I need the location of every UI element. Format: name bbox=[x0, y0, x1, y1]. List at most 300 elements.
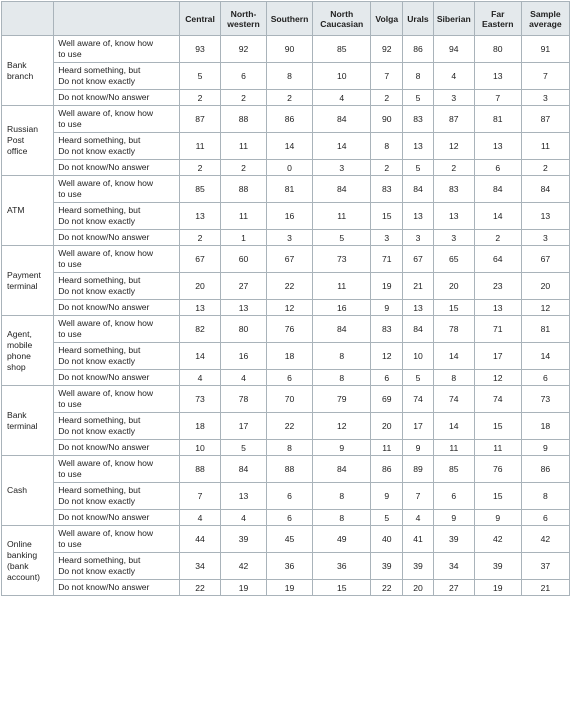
value-cell: 2 bbox=[180, 90, 221, 106]
value-cell: 67 bbox=[267, 246, 313, 273]
value-cell: 2 bbox=[371, 90, 403, 106]
text-line: Do not know/No answer bbox=[58, 92, 150, 102]
value-cell: 73 bbox=[180, 386, 221, 413]
value-cell: 2 bbox=[180, 160, 221, 176]
channel-label bbox=[2, 106, 54, 176]
response-label bbox=[54, 230, 180, 246]
value-cell: 81 bbox=[474, 106, 521, 133]
text-line: Do not know exactly bbox=[58, 496, 136, 506]
value-cell: 5 bbox=[403, 160, 434, 176]
value-cell: 92 bbox=[220, 36, 266, 63]
value-cell: 14 bbox=[180, 343, 221, 370]
value-cell: 22 bbox=[267, 273, 313, 300]
value-cell: 10 bbox=[403, 343, 434, 370]
value-cell: 71 bbox=[371, 246, 403, 273]
awareness-table bbox=[1, 1, 570, 596]
header-corner-response bbox=[54, 2, 180, 36]
value-cell: 23 bbox=[474, 273, 521, 300]
table-row bbox=[2, 316, 570, 343]
value-cell: 84 bbox=[474, 176, 521, 203]
response-label bbox=[54, 36, 180, 63]
value-cell: 9 bbox=[313, 440, 371, 456]
response-label bbox=[54, 90, 180, 106]
response-label bbox=[54, 273, 180, 300]
text-line: Well aware of, know how bbox=[58, 38, 154, 48]
value-cell: 27 bbox=[433, 580, 474, 596]
text-line: Urals bbox=[407, 13, 429, 24]
value-cell: 14 bbox=[433, 413, 474, 440]
value-cell: 88 bbox=[220, 106, 266, 133]
value-cell: 14 bbox=[267, 133, 313, 160]
value-cell: 10 bbox=[313, 63, 371, 90]
value-cell: 20 bbox=[180, 273, 221, 300]
table-row bbox=[2, 203, 570, 230]
value-cell: 6 bbox=[267, 510, 313, 526]
value-cell: 9 bbox=[433, 510, 474, 526]
value-cell: 83 bbox=[403, 106, 434, 133]
value-cell: 14 bbox=[474, 203, 521, 230]
value-cell: 3 bbox=[403, 230, 434, 246]
table-row bbox=[2, 300, 570, 316]
text-line: Payment bbox=[7, 269, 41, 280]
value-cell: 9 bbox=[403, 440, 434, 456]
value-cell: 8 bbox=[313, 370, 371, 386]
text-line: Do not know exactly bbox=[58, 566, 136, 576]
value-cell: 84 bbox=[313, 106, 371, 133]
value-cell: 22 bbox=[267, 413, 313, 440]
text-line: western bbox=[227, 18, 260, 29]
value-cell: 6 bbox=[267, 370, 313, 386]
response-label bbox=[54, 456, 180, 483]
value-cell: 2 bbox=[180, 230, 221, 246]
value-cell: 0 bbox=[267, 160, 313, 176]
value-cell: 19 bbox=[220, 580, 266, 596]
value-cell: 21 bbox=[521, 580, 569, 596]
response-label bbox=[54, 413, 180, 440]
table-row bbox=[2, 106, 570, 133]
table-row bbox=[2, 553, 570, 580]
value-cell: 13 bbox=[180, 300, 221, 316]
value-cell: 5 bbox=[220, 440, 266, 456]
text-line: Heard something, but bbox=[58, 275, 141, 285]
value-cell: 88 bbox=[267, 456, 313, 483]
value-cell: 18 bbox=[521, 413, 569, 440]
value-cell: 11 bbox=[474, 440, 521, 456]
value-cell: 44 bbox=[180, 526, 221, 553]
text-line: Do not know exactly bbox=[58, 146, 136, 156]
channel-label bbox=[2, 36, 54, 106]
value-cell: 15 bbox=[371, 203, 403, 230]
text-line: Heard something, but bbox=[58, 485, 141, 495]
value-cell: 22 bbox=[180, 580, 221, 596]
text-line: Do not know/No answer bbox=[58, 582, 150, 592]
value-cell: 12 bbox=[371, 343, 403, 370]
table-row bbox=[2, 483, 570, 510]
value-cell: 19 bbox=[267, 580, 313, 596]
text-line: to use bbox=[58, 399, 82, 409]
text-line: Well aware of, know how bbox=[58, 178, 154, 188]
response-label bbox=[54, 316, 180, 343]
text-line: Do not know/No answer bbox=[58, 232, 150, 242]
value-cell: 15 bbox=[313, 580, 371, 596]
text-line: Caucasian bbox=[320, 18, 364, 29]
value-cell: 42 bbox=[474, 526, 521, 553]
text-line: Do not know exactly bbox=[58, 426, 136, 436]
text-line: North bbox=[330, 8, 354, 19]
value-cell: 19 bbox=[371, 273, 403, 300]
text-line: Russian bbox=[7, 124, 39, 134]
response-label bbox=[54, 580, 180, 596]
text-line: shop bbox=[7, 361, 26, 372]
text-line: Well aware of, know how bbox=[58, 458, 154, 468]
value-cell: 2 bbox=[371, 160, 403, 176]
response-label bbox=[54, 133, 180, 160]
value-cell: 81 bbox=[267, 176, 313, 203]
text-line: Bank bbox=[7, 409, 27, 420]
table-body bbox=[2, 36, 570, 596]
value-cell: 8 bbox=[313, 343, 371, 370]
column-header bbox=[403, 2, 434, 36]
value-cell: 90 bbox=[371, 106, 403, 133]
value-cell: 27 bbox=[220, 273, 266, 300]
value-cell: 49 bbox=[313, 526, 371, 553]
text-line: Do not know/No answer bbox=[58, 442, 150, 452]
column-header bbox=[180, 2, 221, 36]
value-cell: 7 bbox=[403, 483, 434, 510]
value-cell: 12 bbox=[433, 133, 474, 160]
text-line: Heard something, but bbox=[58, 345, 141, 355]
value-cell: 91 bbox=[521, 36, 569, 63]
text-line: Do not know/No answer bbox=[58, 512, 150, 522]
response-label bbox=[54, 553, 180, 580]
value-cell: 13 bbox=[403, 133, 434, 160]
value-cell: 4 bbox=[433, 63, 474, 90]
value-cell: 2 bbox=[521, 160, 569, 176]
table-row bbox=[2, 36, 570, 63]
value-cell: 36 bbox=[267, 553, 313, 580]
value-cell: 94 bbox=[433, 36, 474, 63]
value-cell: 15 bbox=[474, 483, 521, 510]
value-cell: 8 bbox=[371, 133, 403, 160]
table-row bbox=[2, 580, 570, 596]
table-row bbox=[2, 456, 570, 483]
text-line: Well aware of, know how bbox=[58, 318, 154, 328]
value-cell: 12 bbox=[313, 413, 371, 440]
value-cell: 17 bbox=[474, 343, 521, 370]
text-line: Do not know exactly bbox=[58, 216, 136, 226]
value-cell: 39 bbox=[220, 526, 266, 553]
value-cell: 5 bbox=[403, 90, 434, 106]
table-row bbox=[2, 90, 570, 106]
text-line: Cash bbox=[7, 485, 28, 495]
table-row bbox=[2, 510, 570, 526]
channel-label bbox=[2, 386, 54, 456]
value-cell: 85 bbox=[313, 36, 371, 63]
value-cell: 64 bbox=[474, 246, 521, 273]
table-row bbox=[2, 526, 570, 553]
column-header bbox=[313, 2, 371, 36]
value-cell: 13 bbox=[403, 300, 434, 316]
value-cell: 3 bbox=[521, 230, 569, 246]
value-cell: 76 bbox=[267, 316, 313, 343]
response-label bbox=[54, 246, 180, 273]
column-header bbox=[371, 2, 403, 36]
value-cell: 82 bbox=[180, 316, 221, 343]
value-cell: 67 bbox=[403, 246, 434, 273]
value-cell: 4 bbox=[313, 90, 371, 106]
value-cell: 12 bbox=[267, 300, 313, 316]
value-cell: 12 bbox=[521, 300, 569, 316]
value-cell: 17 bbox=[403, 413, 434, 440]
value-cell: 2 bbox=[433, 160, 474, 176]
value-cell: 70 bbox=[267, 386, 313, 413]
value-cell: 7 bbox=[180, 483, 221, 510]
text-line: Far bbox=[491, 8, 505, 19]
text-line: to use bbox=[58, 119, 82, 129]
value-cell: 39 bbox=[371, 553, 403, 580]
response-label bbox=[54, 440, 180, 456]
value-cell: 84 bbox=[313, 456, 371, 483]
value-cell: 4 bbox=[403, 510, 434, 526]
value-cell: 4 bbox=[220, 510, 266, 526]
table-row bbox=[2, 230, 570, 246]
value-cell: 42 bbox=[521, 526, 569, 553]
value-cell: 2 bbox=[220, 160, 266, 176]
table-row bbox=[2, 176, 570, 203]
channel-label bbox=[2, 246, 54, 316]
value-cell: 84 bbox=[521, 176, 569, 203]
text-line: account) bbox=[7, 571, 40, 582]
text-line: to use bbox=[58, 189, 82, 199]
table-row bbox=[2, 440, 570, 456]
channel-label bbox=[2, 316, 54, 386]
text-line: Well aware of, know how bbox=[58, 388, 154, 398]
value-cell: 78 bbox=[433, 316, 474, 343]
table-row bbox=[2, 413, 570, 440]
value-cell: 7 bbox=[521, 63, 569, 90]
value-cell: 11 bbox=[313, 203, 371, 230]
value-cell: 74 bbox=[474, 386, 521, 413]
value-cell: 86 bbox=[403, 36, 434, 63]
value-cell: 5 bbox=[180, 63, 221, 90]
column-header bbox=[433, 2, 474, 36]
value-cell: 1 bbox=[220, 230, 266, 246]
value-cell: 13 bbox=[220, 483, 266, 510]
value-cell: 20 bbox=[371, 413, 403, 440]
table-row bbox=[2, 246, 570, 273]
text-line: to use bbox=[58, 49, 82, 59]
value-cell: 88 bbox=[180, 456, 221, 483]
value-cell: 6 bbox=[521, 510, 569, 526]
value-cell: 11 bbox=[371, 440, 403, 456]
value-cell: 86 bbox=[371, 456, 403, 483]
response-label bbox=[54, 386, 180, 413]
text-line: to use bbox=[58, 259, 82, 269]
value-cell: 92 bbox=[371, 36, 403, 63]
value-cell: 17 bbox=[220, 413, 266, 440]
value-cell: 16 bbox=[267, 203, 313, 230]
value-cell: 6 bbox=[521, 370, 569, 386]
text-line: Well aware of, know how bbox=[58, 528, 154, 538]
text-line: branch bbox=[7, 70, 34, 81]
value-cell: 8 bbox=[521, 483, 569, 510]
value-cell: 15 bbox=[474, 413, 521, 440]
text-line: Well aware of, know how bbox=[58, 108, 154, 118]
value-cell: 87 bbox=[521, 106, 569, 133]
text-line: Volga bbox=[375, 13, 399, 24]
value-cell: 8 bbox=[313, 510, 371, 526]
value-cell: 87 bbox=[433, 106, 474, 133]
value-cell: 87 bbox=[180, 106, 221, 133]
text-line: Online bbox=[7, 538, 32, 549]
value-cell: 3 bbox=[433, 90, 474, 106]
value-cell: 8 bbox=[433, 370, 474, 386]
value-cell: 83 bbox=[371, 176, 403, 203]
response-label bbox=[54, 526, 180, 553]
value-cell: 84 bbox=[220, 456, 266, 483]
value-cell: 8 bbox=[313, 483, 371, 510]
response-label bbox=[54, 510, 180, 526]
value-cell: 5 bbox=[313, 230, 371, 246]
value-cell: 21 bbox=[403, 273, 434, 300]
value-cell: 15 bbox=[433, 300, 474, 316]
value-cell: 3 bbox=[371, 230, 403, 246]
value-cell: 4 bbox=[220, 370, 266, 386]
text-line: to use bbox=[58, 539, 82, 549]
value-cell: 85 bbox=[180, 176, 221, 203]
value-cell: 13 bbox=[180, 203, 221, 230]
text-line: terminal bbox=[7, 420, 38, 431]
value-cell: 45 bbox=[267, 526, 313, 553]
text-line: average bbox=[529, 18, 562, 29]
text-line: North- bbox=[230, 8, 257, 19]
value-cell: 8 bbox=[403, 63, 434, 90]
value-cell: 9 bbox=[371, 300, 403, 316]
text-line: to use bbox=[58, 329, 82, 339]
text-line: Do not know/No answer bbox=[58, 162, 150, 172]
value-cell: 8 bbox=[267, 63, 313, 90]
response-label bbox=[54, 300, 180, 316]
table-row bbox=[2, 343, 570, 370]
text-line: Southern bbox=[270, 13, 309, 24]
value-cell: 36 bbox=[313, 553, 371, 580]
value-cell: 13 bbox=[474, 63, 521, 90]
text-line: Heard something, but bbox=[58, 205, 141, 215]
text-line: Do not know/No answer bbox=[58, 302, 150, 312]
value-cell: 13 bbox=[433, 203, 474, 230]
response-label bbox=[54, 106, 180, 133]
text-line: Do not know exactly bbox=[58, 356, 136, 366]
channel-label bbox=[2, 526, 54, 596]
text-line: (bank bbox=[7, 560, 29, 571]
value-cell: 81 bbox=[521, 316, 569, 343]
value-cell: 2 bbox=[474, 230, 521, 246]
value-cell: 14 bbox=[521, 343, 569, 370]
value-cell: 65 bbox=[433, 246, 474, 273]
value-cell: 67 bbox=[180, 246, 221, 273]
value-cell: 20 bbox=[403, 580, 434, 596]
text-line: Heard something, but bbox=[58, 65, 141, 75]
value-cell: 20 bbox=[433, 273, 474, 300]
text-line: Siberian bbox=[436, 13, 471, 24]
text-line: Bank bbox=[7, 59, 27, 70]
response-label bbox=[54, 370, 180, 386]
value-cell: 84 bbox=[403, 176, 434, 203]
text-line: Sample bbox=[530, 8, 561, 19]
value-cell: 89 bbox=[403, 456, 434, 483]
column-header bbox=[521, 2, 569, 36]
value-cell: 12 bbox=[474, 370, 521, 386]
value-cell: 34 bbox=[180, 553, 221, 580]
value-cell: 2 bbox=[267, 90, 313, 106]
channel-label bbox=[2, 456, 54, 526]
value-cell: 5 bbox=[403, 370, 434, 386]
value-cell: 11 bbox=[313, 273, 371, 300]
value-cell: 39 bbox=[403, 553, 434, 580]
value-cell: 74 bbox=[403, 386, 434, 413]
value-cell: 84 bbox=[313, 316, 371, 343]
text-line: Central bbox=[185, 13, 215, 24]
text-line: ATM bbox=[7, 205, 25, 215]
value-cell: 20 bbox=[521, 273, 569, 300]
value-cell: 22 bbox=[371, 580, 403, 596]
text-line: Heard something, but bbox=[58, 555, 141, 565]
value-cell: 73 bbox=[521, 386, 569, 413]
value-cell: 34 bbox=[433, 553, 474, 580]
value-cell: 83 bbox=[433, 176, 474, 203]
text-line: Eastern bbox=[482, 18, 514, 29]
text-line: banking bbox=[7, 549, 38, 560]
value-cell: 16 bbox=[220, 343, 266, 370]
value-cell: 14 bbox=[313, 133, 371, 160]
value-cell: 14 bbox=[433, 343, 474, 370]
value-cell: 3 bbox=[267, 230, 313, 246]
text-line: Do not know/No answer bbox=[58, 372, 150, 382]
text-line: Do not know exactly bbox=[58, 76, 136, 86]
value-cell: 3 bbox=[521, 90, 569, 106]
table-row bbox=[2, 160, 570, 176]
value-cell: 78 bbox=[220, 386, 266, 413]
value-cell: 13 bbox=[220, 300, 266, 316]
value-cell: 11 bbox=[220, 133, 266, 160]
text-line: terminal bbox=[7, 280, 38, 291]
value-cell: 9 bbox=[371, 483, 403, 510]
value-cell: 90 bbox=[267, 36, 313, 63]
text-line: Post bbox=[7, 135, 25, 145]
value-cell: 13 bbox=[403, 203, 434, 230]
value-cell: 8 bbox=[267, 440, 313, 456]
response-label bbox=[54, 483, 180, 510]
value-cell: 6 bbox=[474, 160, 521, 176]
value-cell: 18 bbox=[180, 413, 221, 440]
value-cell: 88 bbox=[220, 176, 266, 203]
table-row bbox=[2, 133, 570, 160]
value-cell: 93 bbox=[180, 36, 221, 63]
value-cell: 76 bbox=[474, 456, 521, 483]
text-line: Well aware of, know how bbox=[58, 248, 154, 258]
value-cell: 80 bbox=[220, 316, 266, 343]
column-header bbox=[474, 2, 521, 36]
value-cell: 4 bbox=[180, 370, 221, 386]
response-label bbox=[54, 176, 180, 203]
value-cell: 80 bbox=[474, 36, 521, 63]
channel-label bbox=[2, 176, 54, 246]
response-label bbox=[54, 203, 180, 230]
value-cell: 5 bbox=[371, 510, 403, 526]
value-cell: 13 bbox=[521, 203, 569, 230]
value-cell: 86 bbox=[267, 106, 313, 133]
text-line: phone bbox=[7, 350, 31, 361]
